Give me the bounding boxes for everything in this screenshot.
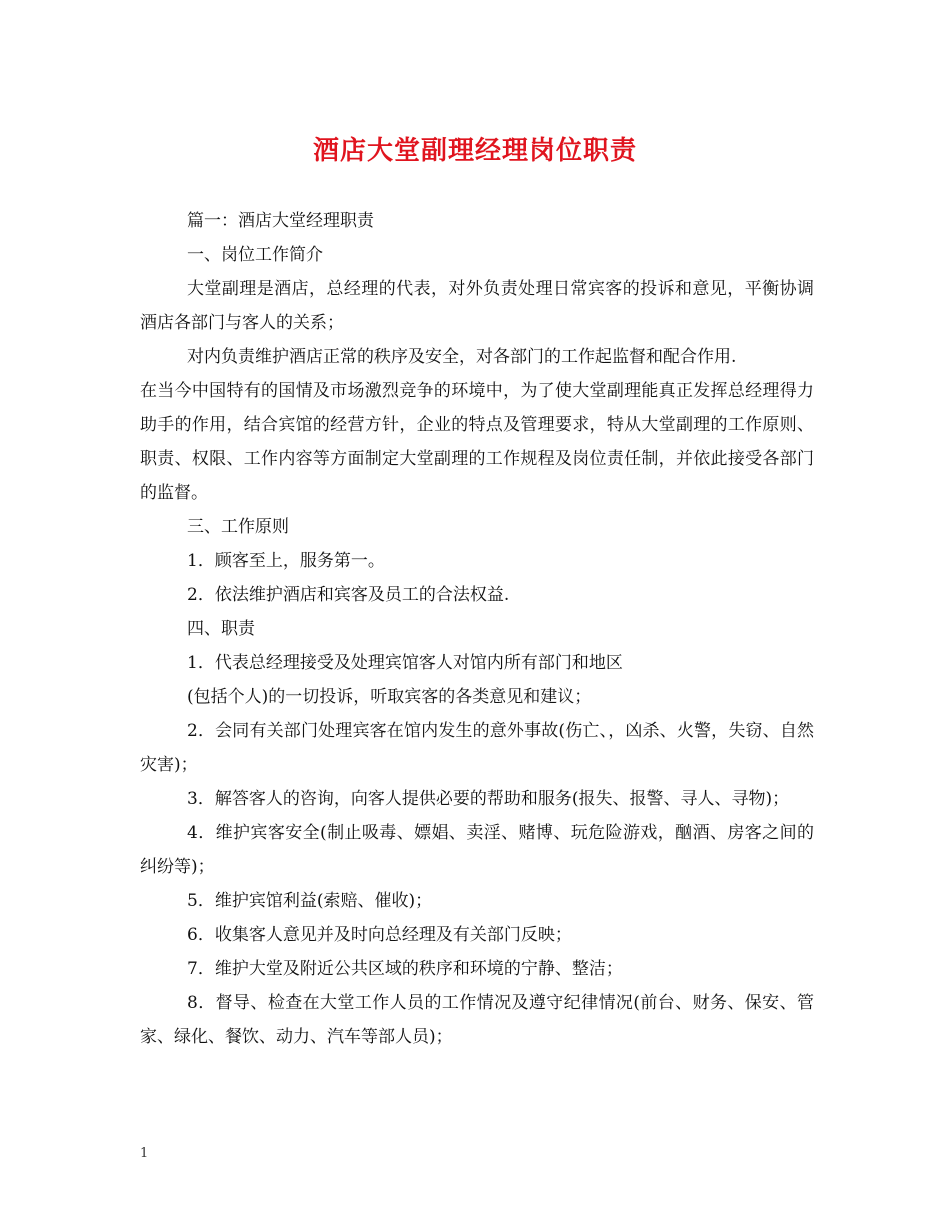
page-number: 1 [140, 1146, 149, 1161]
paragraph: 在当今中国特有的国情及市场激烈竞争的环境中，为了使大堂副理能真正发挥总经理得力助手的作用，结合宾馆的经营方针，企业的特点及管理要求，特从大堂副理的工作原则、职责、权限、工作内容等方面制定大堂副理的工作规程及岗位责任制，并依此接受各部门的监督。 [140, 381, 814, 503]
list-item: 5．维护宾馆利益(索赔、催收)； [187, 891, 433, 911]
paragraph: 大堂副理是酒店，总经理的代表，对外负责处理日常宾客的投诉和意见，平衡协调酒店各部门与客人的关系； [140, 279, 814, 333]
list-item: 8．督导、检查在大堂工作人员的工作情况及遵守纪律情况(前台、财务、保安、管家、绿化、餐饮、动力、汽车等部人员)； [140, 993, 814, 1047]
list-item: 4．维护宾客安全(制止吸毒、嫖娼、卖淫、赌博、玩危险游戏，酗酒、房客之间的纠纷等)； [140, 823, 814, 877]
section-heading: 篇一：酒店大堂经理职责 [187, 211, 374, 231]
list-item: (包括个人)的一切投诉，听取宾客的各类意见和建议； [187, 687, 592, 707]
list-item: 6．收集客人意见并及时向总经理及有关部门反映； [187, 925, 572, 945]
section-heading: 一、岗位工作简介 [187, 245, 323, 265]
list-item: 3．解答客人的咨询，向客人提供必要的帮助和服务(报失、报警、寻人、寻物)； [187, 789, 790, 809]
section-heading: 四、职责 [187, 619, 255, 639]
list-item: 7．维护大堂及附近公共区域的秩序和环境的宁静、整洁； [187, 959, 623, 979]
document-body [140, 204, 814, 1054]
paragraph: 对内负责维护酒店正常的秩序及安全，对各部门的工作起监督和配合作用. [187, 347, 737, 367]
list-item: 1．代表总经理接受及处理宾馆客人对馆内所有部门和地区 [187, 653, 623, 673]
list-item: 2．依法维护酒店和宾客及员工的合法权益. [187, 585, 510, 605]
section-heading: 三、工作原则 [187, 517, 289, 537]
list-item: 1．顾客至上，服务第一。 [187, 551, 385, 571]
document-title: 酒店大堂副理经理岗位职责 [312, 136, 637, 166]
list-item: 2．会同有关部门处理宾客在馆内发生的意外事故(伤亡、，凶杀、火警，失窃、自然灾害)； [140, 721, 814, 775]
